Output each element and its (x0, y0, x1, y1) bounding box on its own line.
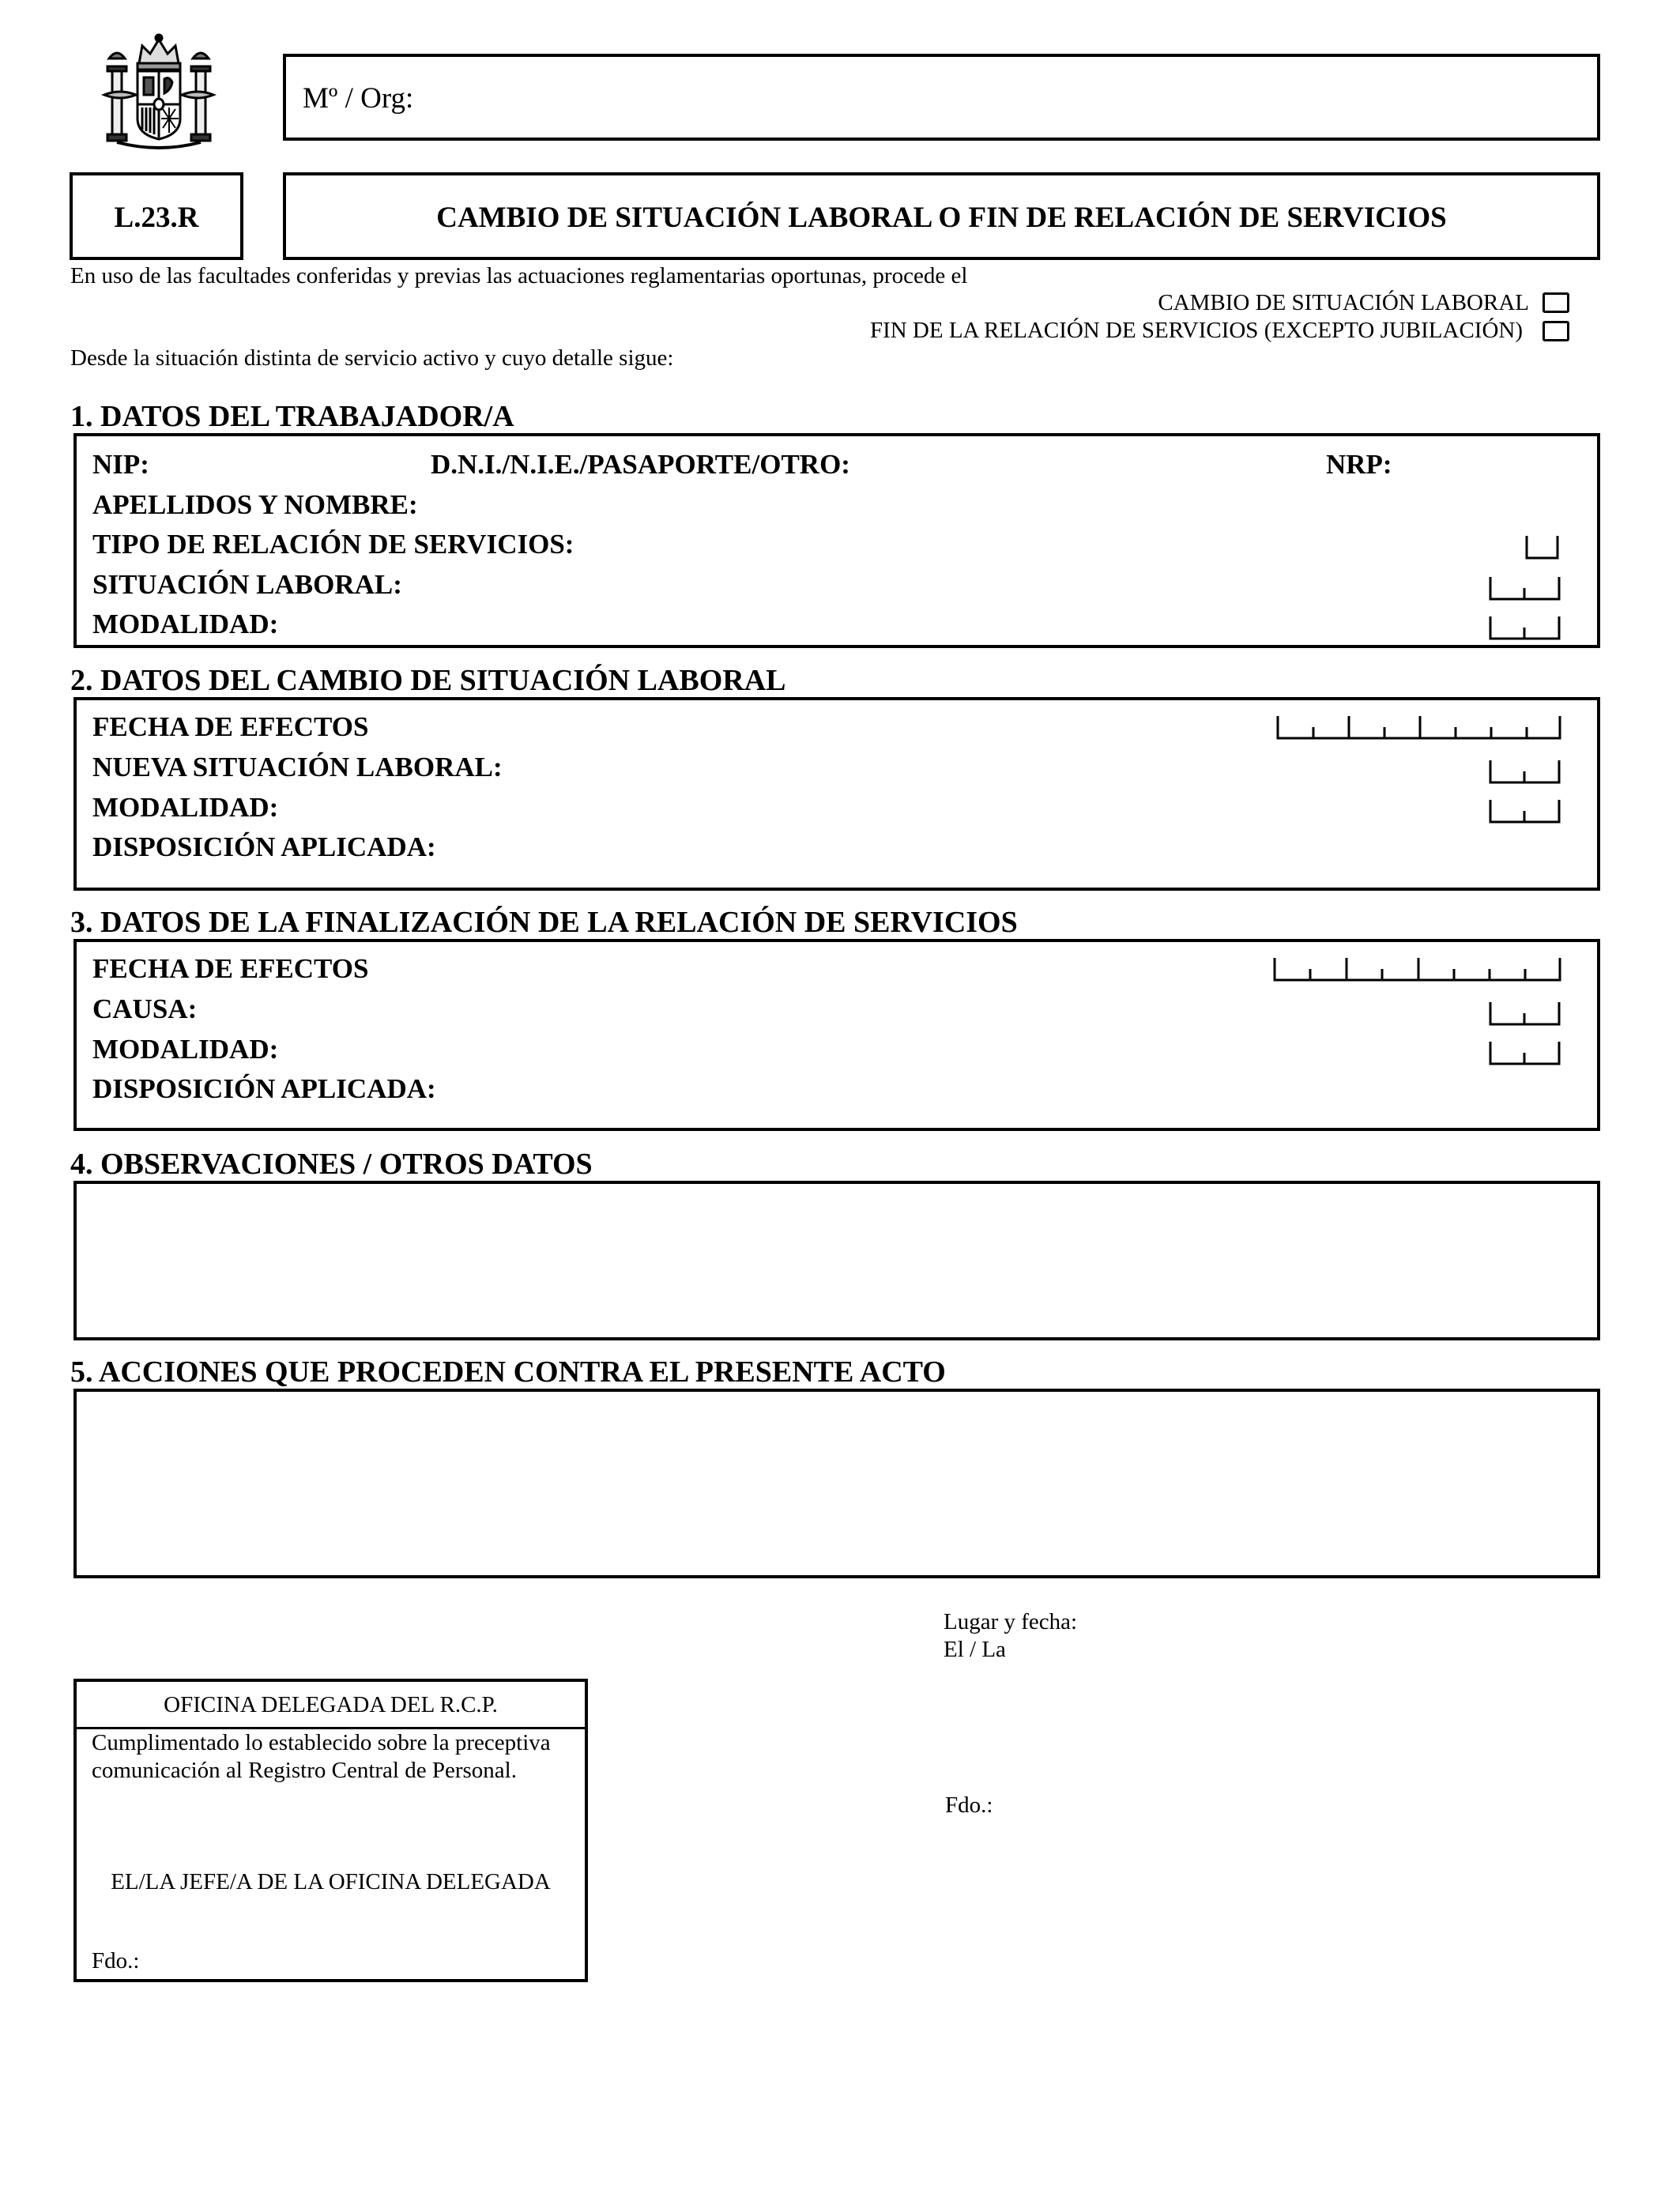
option-cambio-checkbox[interactable] (1543, 292, 1569, 313)
dni-label: D.N.I./N.I.E./PASAPORTE/OTRO: (431, 449, 850, 480)
intro-text: En uso de las facultades conferidas y previas las actuaciones reglamentarias oportunas, procede el (70, 263, 968, 288)
tipo-relacion-cells[interactable] (1524, 534, 1561, 561)
nip-label: NIP: (92, 449, 149, 480)
section2-title: 2. DATOS DEL CAMBIO DE SITUACIÓN LABORAL (70, 664, 786, 697)
fecha-efectos-label: FECHA DE EFECTOS (92, 953, 369, 984)
option-fin-checkbox[interactable] (1543, 321, 1569, 341)
modalidad-label: MODALIDAD: (92, 1034, 279, 1065)
desde-text: Desde la situación distinta de servicio activo y cuyo detalle sigue: (70, 345, 674, 371)
ministry-field[interactable] (283, 54, 1600, 141)
option-cambio-label: CAMBIO DE SITUACIÓN LABORAL (1158, 290, 1529, 315)
section3-title: 3. DATOS DE LA FINALIZACIÓN DE LA RELACIÓN DE SERVICIOS (70, 906, 1018, 939)
lugar-fecha-label: Lugar y fecha: (944, 1609, 1078, 1634)
situacion-label: SITUACIÓN LABORAL: (92, 569, 402, 600)
section4-title: 4. OBSERVACIONES / OTROS DATOS (70, 1148, 593, 1181)
fdo-right-label: Fdo.: (945, 1793, 993, 1818)
office-box (73, 1679, 588, 1982)
section3-box (73, 939, 1600, 1131)
section1-box (73, 433, 1600, 648)
section5-title: 5. ACCIONES QUE PROCEDEN CONTRA EL PRESENTE ACTO (70, 1355, 946, 1389)
form-code: L.23.R (114, 202, 199, 234)
nueva-situacion-cells[interactable] (1488, 759, 1562, 786)
fecha-efectos-cells[interactable] (1272, 956, 1563, 983)
causa-cells[interactable] (1488, 1001, 1562, 1027)
office-text: Cumplimentado lo establecido sobre la preceptiva comunicación al Registro Central de Personal. (92, 1730, 551, 1783)
nrp-label: NRP: (1326, 449, 1392, 480)
modalidad-label: MODALIDAD: (92, 792, 279, 823)
fecha-efectos-cells[interactable] (1275, 714, 1563, 741)
acciones-field[interactable] (73, 1389, 1600, 1578)
modalidad-cells[interactable] (1488, 615, 1562, 642)
causa-label: CAUSA: (92, 993, 198, 1024)
office-title: OFICINA DELEGADA DEL R.C.P. (164, 1692, 498, 1717)
tipo-relacion-label: TIPO DE RELACIÓN DE SERVICIOS: (92, 529, 574, 560)
fdo-left-label: Fdo.: (92, 1948, 140, 1973)
disposicion-label: DISPOSICIÓN APLICADA: (92, 831, 436, 862)
el-la-label: El / La (944, 1637, 1006, 1662)
observaciones-field[interactable] (73, 1181, 1600, 1340)
modalidad-cells[interactable] (1488, 798, 1562, 825)
form-code-box (70, 172, 243, 260)
office-chief: EL/LA JEFE/A DE LA OFICINA DELEGADA (111, 1869, 551, 1894)
fecha-efectos-label: FECHA DE EFECTOS (92, 711, 369, 742)
apellidos-label: APELLIDOS Y NOMBRE: (92, 489, 418, 520)
option-fin-label: FIN DE LA RELACIÓN DE SERVICIOS (EXCEPTO JUBILACIÓN) (869, 318, 1523, 343)
disposicion-label: DISPOSICIÓN APLICADA: (92, 1073, 436, 1104)
form-title-box (283, 172, 1600, 260)
modalidad-cells[interactable] (1488, 1040, 1562, 1067)
nueva-situacion-label: NUEVA SITUACIÓN LABORAL: (92, 752, 503, 782)
situacion-cells[interactable] (1488, 575, 1562, 602)
section1-title: 1. DATOS DEL TRABAJADOR/A (70, 400, 514, 433)
form-title: CAMBIO DE SITUACIÓN LABORAL O FIN DE RELACIÓN DE SERVICIOS (436, 202, 1447, 234)
coat-of-arms-logo (101, 32, 217, 152)
section2-box (73, 697, 1600, 891)
ministry-label: Mº / Org: (303, 82, 414, 115)
modalidad-label: MODALIDAD: (92, 609, 279, 639)
